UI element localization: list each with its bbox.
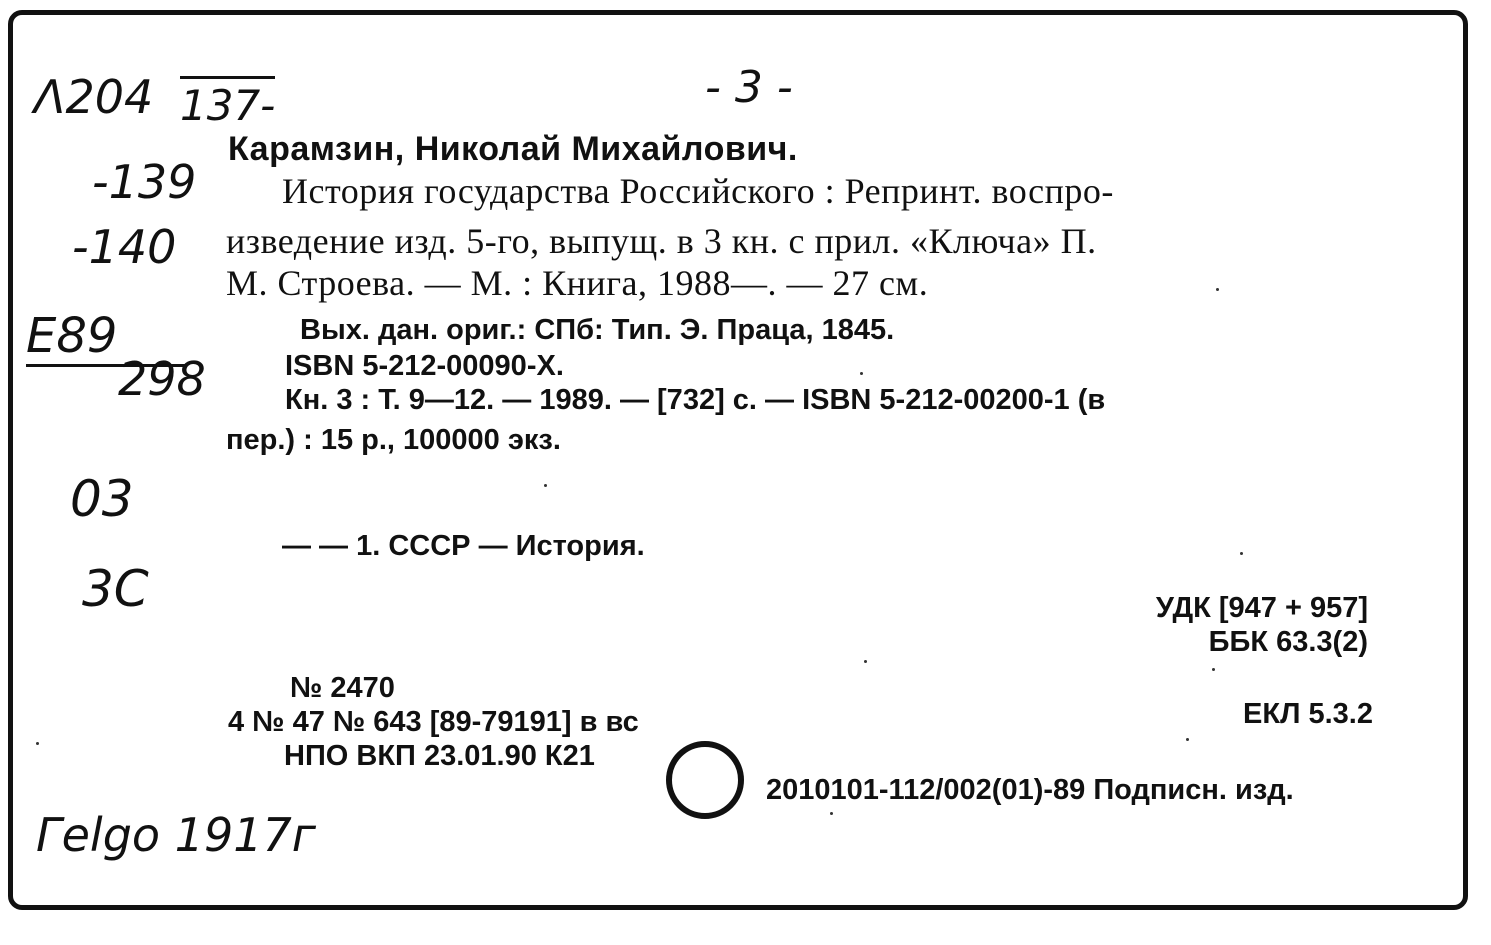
handwritten-overline-number: 137- [180, 76, 275, 130]
bbk-code: ББК 63.3(2) [1208, 626, 1368, 658]
scan-speck [830, 812, 833, 815]
original-imprint: Вых. дан. ориг.: СПб: Тип. Э. Праца, 1845. [300, 314, 895, 346]
print-line: 4 № 47 № 643 [89-79191] в вс [228, 706, 639, 738]
handwritten-top-left: Λ204 [34, 70, 154, 124]
order-number: № 2470 [290, 672, 395, 704]
npo-line: НПО ВКП 23.01.90 К21 [284, 740, 595, 772]
title-line-2: изведение изд. 5-го, выпущ. в 3 кн. с прил. «Ключа» П. [226, 221, 1097, 261]
scan-speck [36, 742, 39, 745]
title-line-3: М. Строева. — М. : Книга, 1988—. — 27 см. [226, 263, 929, 303]
subject-heading: — — 1. СССР — История. [282, 530, 645, 562]
handwritten-page-number: - 3 - [705, 62, 793, 113]
handwritten-bottom: Гelgo 1917г [36, 808, 316, 862]
bottom-code-line: 2010101-112/002(01)-89 Подписн. изд. [766, 774, 1294, 806]
stamp-circle [666, 741, 744, 819]
volume-line-2: пер.) : 15 р., 100000 экз. [226, 424, 561, 456]
handwritten-139: -139 [92, 155, 197, 209]
scan-speck [1212, 668, 1215, 671]
scan-speck [544, 484, 547, 487]
isbn-line: ISBN 5-212-00090-X. [285, 350, 564, 382]
ekl-code: ЕКЛ 5.3.2 [1243, 698, 1373, 730]
volume-line-1: Кн. 3 : Т. 9—12. — 1989. — [732] с. — ISBN 5-212-00200-1 (в [285, 384, 1106, 416]
scan-speck [1216, 288, 1219, 291]
title-line-1: История государства Российского : Репринт. воспро- [282, 171, 1114, 211]
scan-speck [1186, 738, 1189, 741]
scan-speck [860, 372, 863, 375]
author-heading: Карамзин, Николай Михайлович. [228, 130, 798, 168]
handwritten-e89: E89 [26, 308, 187, 367]
udk-code: УДК [947 + 957] [1155, 592, 1368, 624]
handwritten-140: -140 [72, 220, 177, 274]
scan-speck [864, 660, 867, 663]
handwritten-298: 298 [118, 352, 206, 406]
scan-speck [1240, 552, 1243, 555]
handwritten-03: 03 [70, 470, 134, 528]
handwritten-3c: 3C [82, 560, 149, 618]
